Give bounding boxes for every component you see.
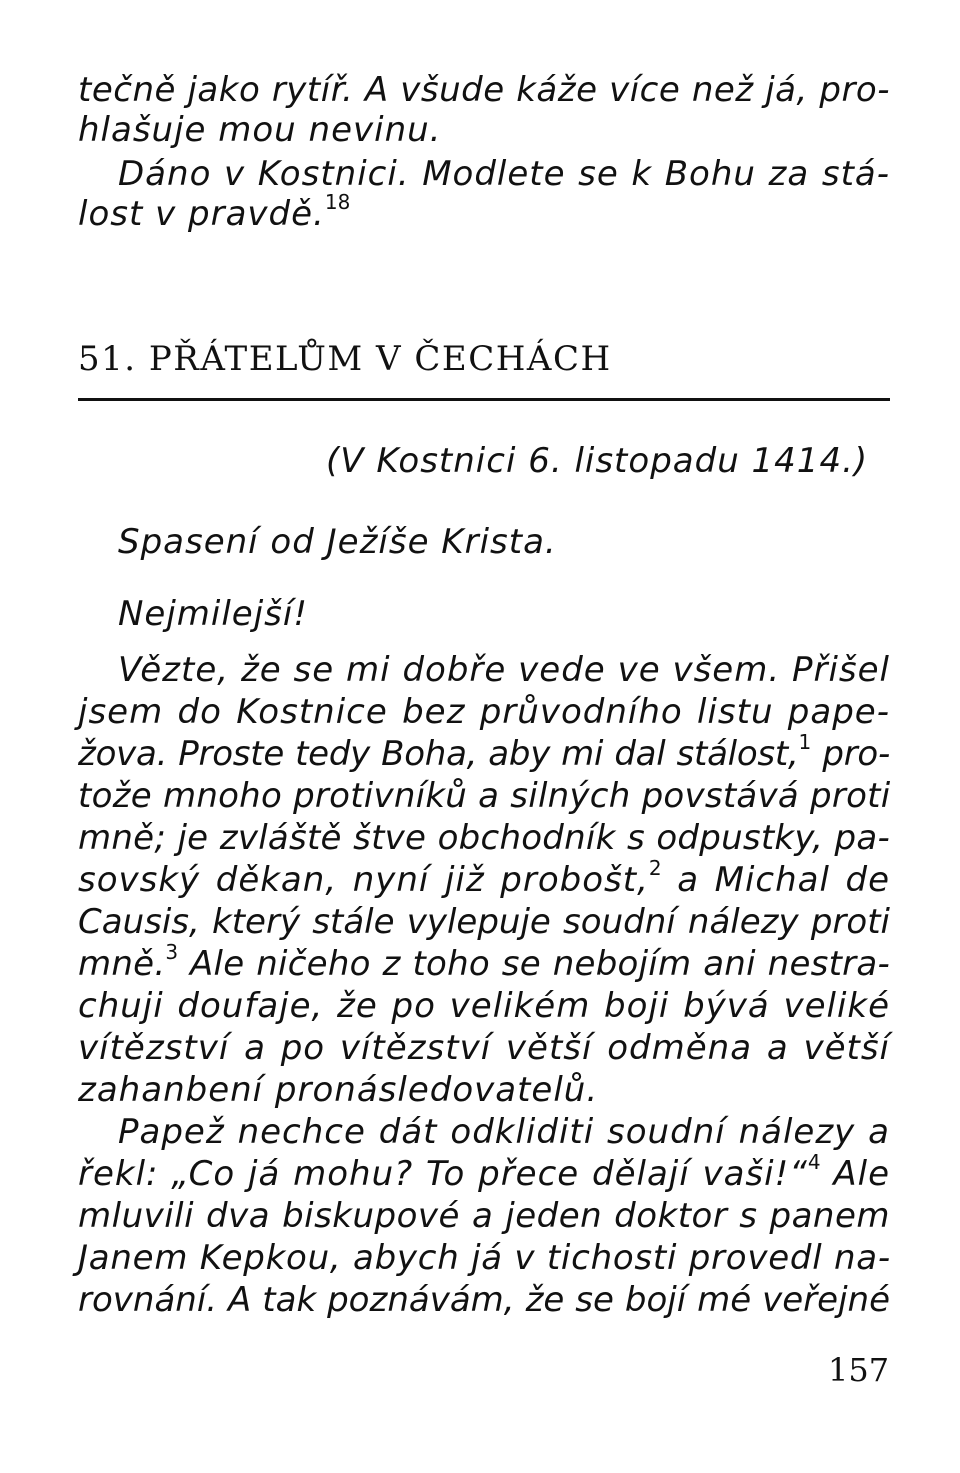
footnote-marker: 2: [648, 855, 662, 880]
text-fragment: řekl: „Co já mohu? To přece dělají vaši!“: [78, 1154, 808, 1194]
text-line: Vězte, že se mi dobře vede ve všem. Přišel: [118, 650, 890, 690]
text-line: Causis, který stále vylepuje soudní nálezy proti: [78, 902, 890, 942]
text-line: [78, 729, 890, 774]
text-fragment: sovský děkan, nyní již probošt,: [78, 860, 649, 900]
text-line: mluvili dva biskupové a jeden doktor s panem: [78, 1196, 890, 1236]
text-line: [78, 855, 890, 900]
text-line: tečně jako rytíř. A všude káže více než já, pro-: [78, 70, 890, 110]
text-fragment: pro-: [811, 734, 890, 774]
dateline: (V Kostnici 6. listopadu 1414.): [326, 441, 869, 481]
page-number: 157: [828, 1351, 890, 1389]
text-line: zahanbení pronásledovatelů.: [78, 1070, 599, 1110]
text-line: Dáno v Kostnici. Modlete se k Bohu za stá-: [118, 154, 890, 194]
footnote-marker: 1: [798, 729, 812, 754]
text-fragment: Ale: [820, 1154, 890, 1194]
footnote-marker: 4: [807, 1149, 821, 1174]
text-line: tože mnoho protivníků a silných povstává proti: [78, 776, 891, 816]
text-line: [78, 939, 890, 984]
text-fragment: Ale ničeho z toho se nebojím ani nestra-: [178, 944, 890, 984]
footnote-marker: 18: [324, 189, 351, 214]
text-fragment: lost v pravdě.: [78, 194, 325, 234]
text-line: Janem Kepkou, abych já v tichosti provedl na-: [78, 1238, 891, 1278]
text-line: jsem do Kostnice bez průvodního listu pape-: [78, 692, 890, 732]
text-line: rovnání. A tak poznávám, že se bojí mé veřejné: [78, 1280, 890, 1320]
text-line: Papež nechce dát odkliditi soudní nálezy a: [118, 1112, 890, 1152]
text-line: hlašuje mou nevinu.: [78, 110, 442, 150]
text-line: [78, 189, 890, 234]
salutation: Spasení od Ježíše Krista.: [118, 522, 557, 562]
heading-rule: [78, 398, 890, 401]
text-line: mně; je zvláště štve obchodník s odpustky, pa-: [78, 818, 890, 858]
salutation: Nejmilejší!: [118, 594, 308, 634]
text-line: [78, 1149, 890, 1194]
text-fragment: mně.: [78, 944, 166, 984]
text-line: chuji doufaje, že po velikém boji bývá veliké: [78, 986, 890, 1026]
text-fragment: žova. Proste tedy Boha, aby mi dal stálost,: [78, 734, 799, 774]
text-line: vítězství a po vítězství větší odměna a větší: [78, 1028, 890, 1068]
text-fragment: a Michal de: [661, 860, 890, 900]
section-heading: 51. PŘÁTELŮM V ČECHÁCH: [78, 339, 612, 379]
footnote-marker: 3: [165, 939, 179, 964]
